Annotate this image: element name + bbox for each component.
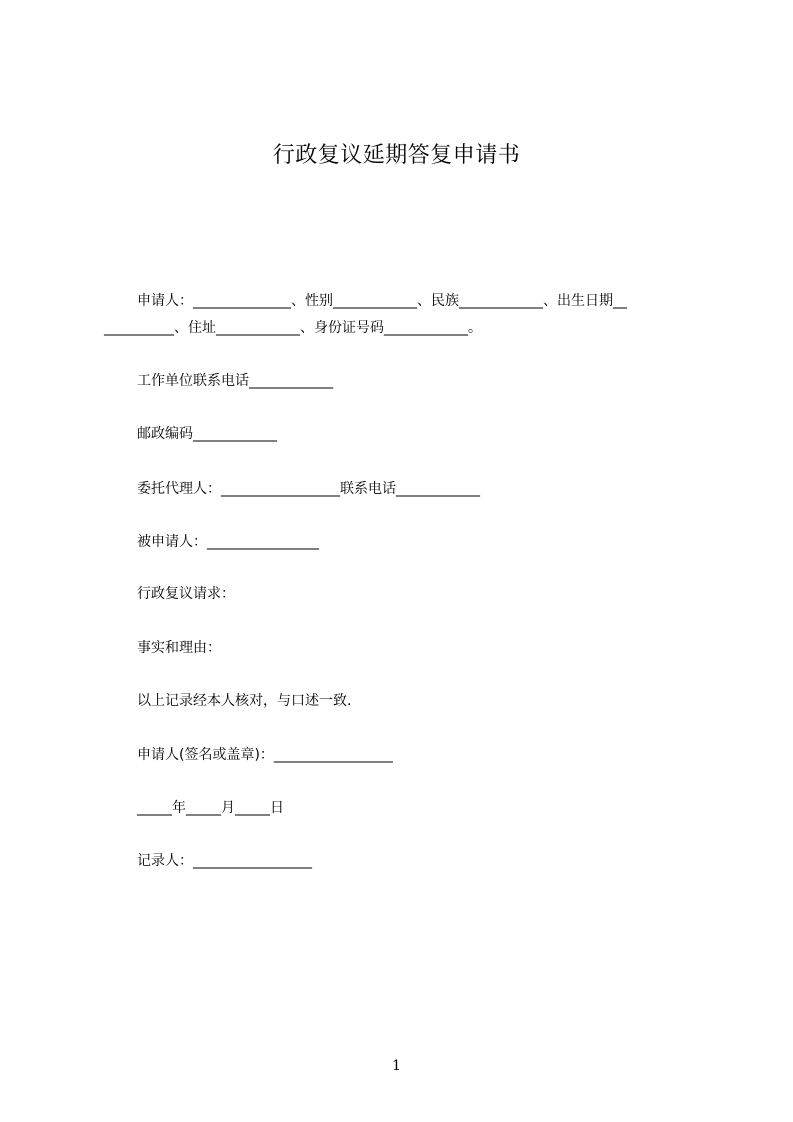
facts-reasons-heading: 事实和理由： bbox=[137, 640, 221, 656]
recorder-line: 记录人：_________________ bbox=[137, 853, 312, 869]
applicant-signature-line: 申请人(签名或盖章)：_________________ bbox=[137, 747, 393, 763]
page-number: 1 bbox=[392, 1058, 401, 1074]
review-request-heading: 行政复议请求： bbox=[137, 586, 235, 602]
postal-code-line: 邮政编码____________ bbox=[137, 426, 277, 442]
respondent-line: 被申请人：________________ bbox=[137, 534, 319, 550]
applicant-info-line-1: 申请人：______________、性别____________、民族____________、出生日期__ bbox=[137, 293, 627, 309]
applicant-info-line-2: __________、住址____________、身份证号码____________。 bbox=[104, 320, 482, 336]
verification-statement: 以上记录经本人核对，与口述一致. bbox=[137, 693, 352, 709]
work-unit-phone-line: 工作单位联系电话____________ bbox=[137, 373, 333, 389]
date-line: _____年_____月_____日 bbox=[137, 800, 284, 816]
document-title: 行政复议延期答复申请书 bbox=[272, 143, 521, 168]
agent-line: 委托代理人：_________________联系电话____________ bbox=[137, 481, 480, 497]
